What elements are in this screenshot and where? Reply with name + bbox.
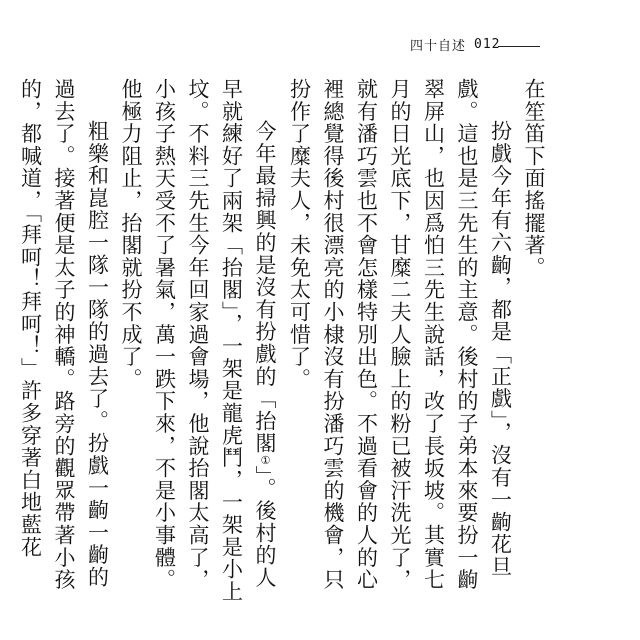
running-title: 四十自述 — [410, 38, 467, 54]
paragraph-3-part-2: 」。後村的人早就練好了兩架「抬閣」，一架是龍虎鬥，一架是小上坟。不料三先生今年回家過會場，他說抬閣太高了，小孩子熱天受不了暑氣，萬一跌下來，不是小事體。他極力阻止，抬閣就扮不成了。 — [119, 78, 277, 603]
paragraph-2: 扮戲今年有六齣，都是「正戲」，沒有一齣花旦戲。這也是三先生的主意。後村的子弟本來要扮一齣翠屏山，也因爲怕三先生說話，改了長坂坡。其實七月的日光底下，甘糜二夫人臉上的粉已被汗洗光了，就有潘巧雲也不會怎樣特別出色。不過看會的人的心裡總覺得後村很漂亮的小棣沒有扮潘巧雲的機會，只扮作了糜夫人，未免太可惜了。 — [287, 78, 513, 591]
body-text — [18, 78, 550, 608]
paragraph-3 — [114, 78, 283, 608]
page-number: 012 — [474, 36, 501, 52]
paragraph-1: 在笙笛下面搖擺著。 — [522, 78, 546, 279]
paragraph-3-part-1: 今年最掃興的是沒有扮戲的「抬閣 — [253, 120, 277, 455]
running-header — [410, 34, 501, 54]
paragraph-4: 粗樂和崑腔一隊一隊的過去了。扮戲一齣一齣的過去了。接著便是太子的神轎。路旁的觀眾帶著小孩的，都喊道，「拜呵！拜呵！」許多穿著白地藍花 — [18, 78, 110, 591]
footnote-marker[interactable]: ① — [260, 454, 271, 466]
header-rule — [498, 46, 540, 47]
